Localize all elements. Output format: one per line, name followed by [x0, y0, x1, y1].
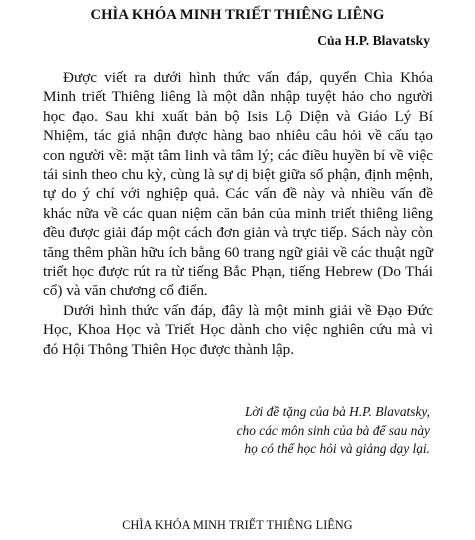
paragraph: Được viết ra dưới hình thức vấn đáp, quyển Chìa Khóa Minh triết Thiêng liêng là một dẫn nhập tuyệt hảo cho người học đạo. Sau khi xuất bản bộ Isis Lộ Diện và Giáo Lý Bí Nhiệm, tác giả nhận được hàng bao nhiêu câu hỏi về cấu tạo con người về: mặt tâm linh và tâm lý; các điều huyền bí về việc tái sinh theo chu kỳ, cùng là sự dị biệt giữa số phận, định mệnh, tự do ý chí với nghiệp quả. Các vấn đề này và nhiều vấn đề khác nữa về các quan niệm căn bản của minh triết thiêng liêng đều được giải đáp một cách đơn giản và trực tiếp. Sách này còn tăng thêm phần hữu ích bằng 60 trang ngữ giải về các thuật ngữ triết học được rút ra từ tiếng Bắc Phạn, tiếng Hebrew (Do Thái cổ) và văn chương cổ điển.	[43, 69, 433, 300]
dedication	[237, 403, 430, 459]
dedication-line: Lời đề tặng của bà H.P. Blavatsky,	[244, 404, 430, 419]
page-title: CHÌA KHÓA MINH TRIẾT THIÊNG LIÊNG	[90, 7, 385, 23]
page-footer: CHÌA KHÓA MINH TRIẾT THIÊNG LIÊNG	[122, 518, 353, 532]
author-line: Của H.P. Blavatsky	[317, 33, 430, 48]
body-text	[43, 68, 433, 359]
dedication-line: cho các môn sinh của bà để sau này	[236, 422, 430, 438]
paragraph: Dưới hình thức vấn đáp, đây là một minh giải về Đạo Đức Học, Khoa Học và Triết Học dành cho việc nghiên cứu mà vì đó Hội Thông Thiên Học được thành lập.	[43, 301, 433, 358]
dedication-line: họ có thể học hỏi và giảng dạy lại.	[244, 441, 430, 457]
